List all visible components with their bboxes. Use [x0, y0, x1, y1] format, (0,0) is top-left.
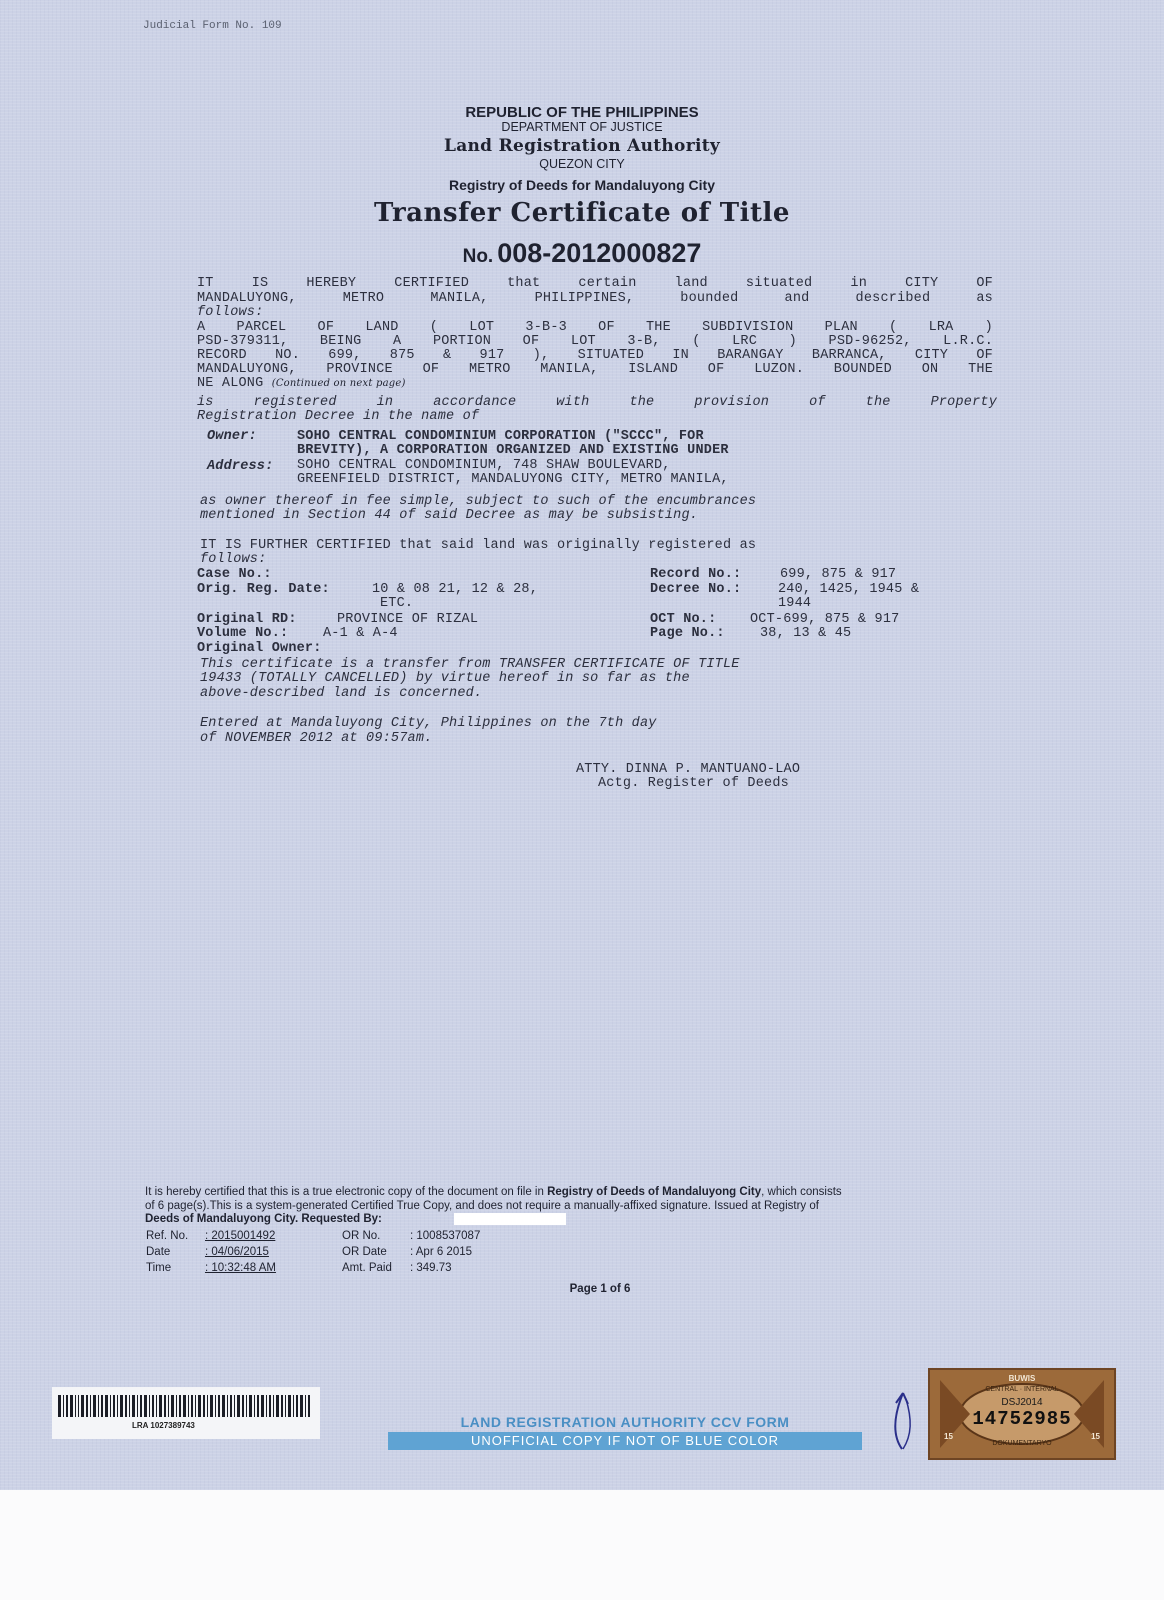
certificate-title: Transfer Certificate of Title — [374, 198, 790, 228]
volume-label: Volume No.: — [197, 626, 289, 641]
further-line: follows: — [200, 552, 267, 567]
signatory-name: ATTY. DINNA P. MANTUANO-LAO — [576, 762, 801, 777]
oct-label: OCT No.: — [650, 612, 717, 627]
intro-line: follows: — [197, 305, 264, 320]
transfer-line: 19433 (TOTALLY CANCELLED) by virtue hereof in so far as the — [200, 671, 690, 686]
city-heading: QUEZON CITY — [539, 157, 625, 171]
address-label: Address: — [207, 459, 274, 474]
address-value: GREENFIELD DISTRICT, MANDALUYONG CITY, METRO MANILA, — [297, 472, 729, 487]
or-label: OR No. — [342, 1230, 381, 1242]
record-label: Record No.: — [650, 567, 742, 582]
address-value: SOHO CENTRAL CONDOMINIUM, 748 SHAW BOULEVARD, — [297, 458, 671, 473]
entered-line: Entered at Mandaluyong City, Philippines on the 7th day — [200, 716, 657, 731]
certification-text: of 6 page(s).This is a system-generated Certified True Copy, and does not require a manually-affixed signature. Issued at Registry of — [145, 1200, 819, 1212]
page-indicator: Page 1 of 6 — [569, 1283, 631, 1295]
decree-value: 240, 1425, 1945 & — [778, 582, 920, 597]
original-rd-value: PROVINCE OF RIZAL — [337, 612, 479, 627]
authority-heading: Land Registration Authority — [443, 136, 721, 156]
description-line: PSD-379311, BEING A PORTION OF LOT 3-B, ( LRC ) PSD-96252, L.R.C. — [197, 334, 993, 349]
form-id: Judicial Form No. 109 — [143, 20, 282, 32]
or-date-label: OR Date — [342, 1246, 387, 1258]
certification-text: It is hereby certified that this is a true electronic copy of the document on file in Registry of Deeds of Mandaluyong City, which consists — [145, 1186, 842, 1198]
orig-reg-value: ETC. — [380, 596, 414, 611]
stamp-serial-number: 14752985 — [972, 1408, 1072, 1430]
stamp-code: DSJ2014 — [1001, 1397, 1043, 1408]
date-label: Date — [146, 1246, 171, 1258]
handwritten-arrow-icon — [888, 1385, 918, 1451]
original-owner-label: Original Owner: — [197, 641, 322, 656]
further-line: IT IS FURTHER CERTIFIED that said land was originally registered as — [200, 538, 757, 553]
fee-line: as owner thereof in fee simple, subject to such of the encumbrances — [200, 494, 757, 509]
date-value: : 04/06/2015 — [205, 1246, 269, 1258]
fee-line: mentioned in Section 44 of said Decree as may be subsisting. — [200, 508, 699, 523]
owner-value: SOHO CENTRAL CONDOMINIUM CORPORATION ("SCCC", FOR — [297, 429, 704, 444]
continued-note: (Continued on next page) — [271, 378, 406, 389]
ref-value: : 2015001492 — [205, 1230, 276, 1242]
certificate-number: 008-2012000827 — [497, 238, 702, 268]
entered-line: of NOVEMBER 2012 at 09:57am. — [200, 731, 433, 746]
amt-value: : 349.73 — [410, 1262, 452, 1274]
description-line: NE ALONG (Continued on next page) — [197, 376, 406, 391]
orig-reg-label: Orig. Reg. Date: — [197, 582, 330, 597]
orig-reg-value: 10 & 08 21, 12 & 28, — [372, 582, 539, 597]
ref-label: Ref. No. — [146, 1230, 189, 1242]
description-line: A PARCEL OF LAND ( LOT 3-B-3 OF THE SUBDIVISION PLAN ( LRA ) — [197, 320, 993, 335]
page-value: 38, 13 & 45 — [760, 626, 852, 641]
signatory-title: Actg. Register of Deeds — [598, 776, 789, 791]
department-heading: DEPARTMENT OF JUSTICE — [501, 120, 663, 134]
registration-line: Registration Decree in the name of — [197, 409, 480, 424]
number-prefix: No. — [462, 246, 494, 267]
redaction-box — [454, 1213, 566, 1225]
stamp-bottom-text: DOKUMENTARYO — [992, 1440, 1052, 1447]
oct-value: OCT-699, 875 & 917 — [750, 612, 900, 627]
documentary-stamp — [928, 1368, 1116, 1460]
record-value: 699, 875 & 917 — [780, 567, 897, 582]
transfer-line: above-described land is concerned. — [200, 686, 483, 701]
certification-text: Deeds of Mandaluyong City. Requested By: — [145, 1213, 382, 1225]
registry-heading: Registry of Deeds for Mandaluyong City — [448, 177, 716, 193]
or-value: : 1008537087 — [410, 1230, 481, 1242]
transfer-line: This certificate is a transfer from TRANSFER CERTIFICATE OF TITLE — [200, 657, 740, 672]
barcode-box — [52, 1387, 320, 1439]
owner-label: Owner: — [207, 429, 257, 444]
decree-value: 1944 — [778, 596, 812, 611]
page-label: Page No.: — [650, 626, 725, 641]
registration-line: is registered in accordance with the provision of the Property — [197, 395, 997, 410]
stamp-value-right: 15 — [1091, 1432, 1100, 1441]
certificate-number-row — [0, 238, 1164, 269]
stamp-top-text: BUWIS — [1008, 1374, 1036, 1383]
stamp-line-text: CENTRAL · INTERNAL — [985, 1386, 1059, 1393]
ccv-form-notice: UNOFFICIAL COPY IF NOT OF BLUE COLOR — [388, 1432, 862, 1450]
ccv-form-title: LAND REGISTRATION AUTHORITY CCV FORM — [460, 1414, 790, 1430]
decree-label: Decree No.: — [650, 582, 742, 597]
description-line: MANDALUYONG, PROVINCE OF METRO MANILA, ISLAND OF LUZON. BOUNDED ON THE — [197, 362, 993, 377]
owner-value: BREVITY), A CORPORATION ORGANIZED AND EXISTING UNDER — [297, 443, 729, 458]
intro-line: IT IS HEREBY CERTIFIED that certain land situated in CITY OF — [197, 276, 993, 291]
barcode-number: LRA 1027389743 — [132, 1421, 195, 1430]
case-label: Case No.: — [197, 567, 272, 582]
stamp-value-left: 15 — [944, 1432, 953, 1441]
intro-line: MANDALUYONG, METRO MANILA, PHILIPPINES, bounded and described as — [197, 291, 993, 306]
time-value: : 10:32:48 AM — [205, 1262, 276, 1274]
amt-label: Amt. Paid — [342, 1262, 392, 1274]
barcode-icon — [58, 1395, 310, 1417]
description-line: RECORD NO. 699, 875 & 917 ), SITUATED IN BARANGAY BARRANCA, CITY OF — [197, 348, 993, 363]
original-rd-label: Original RD: — [197, 612, 297, 627]
or-date-value: : Apr 6 2015 — [410, 1246, 473, 1258]
time-label: Time — [146, 1262, 172, 1274]
volume-value: A-1 & A-4 — [323, 626, 398, 641]
republic-heading: REPUBLIC OF THE PHILIPPINES — [465, 104, 699, 121]
